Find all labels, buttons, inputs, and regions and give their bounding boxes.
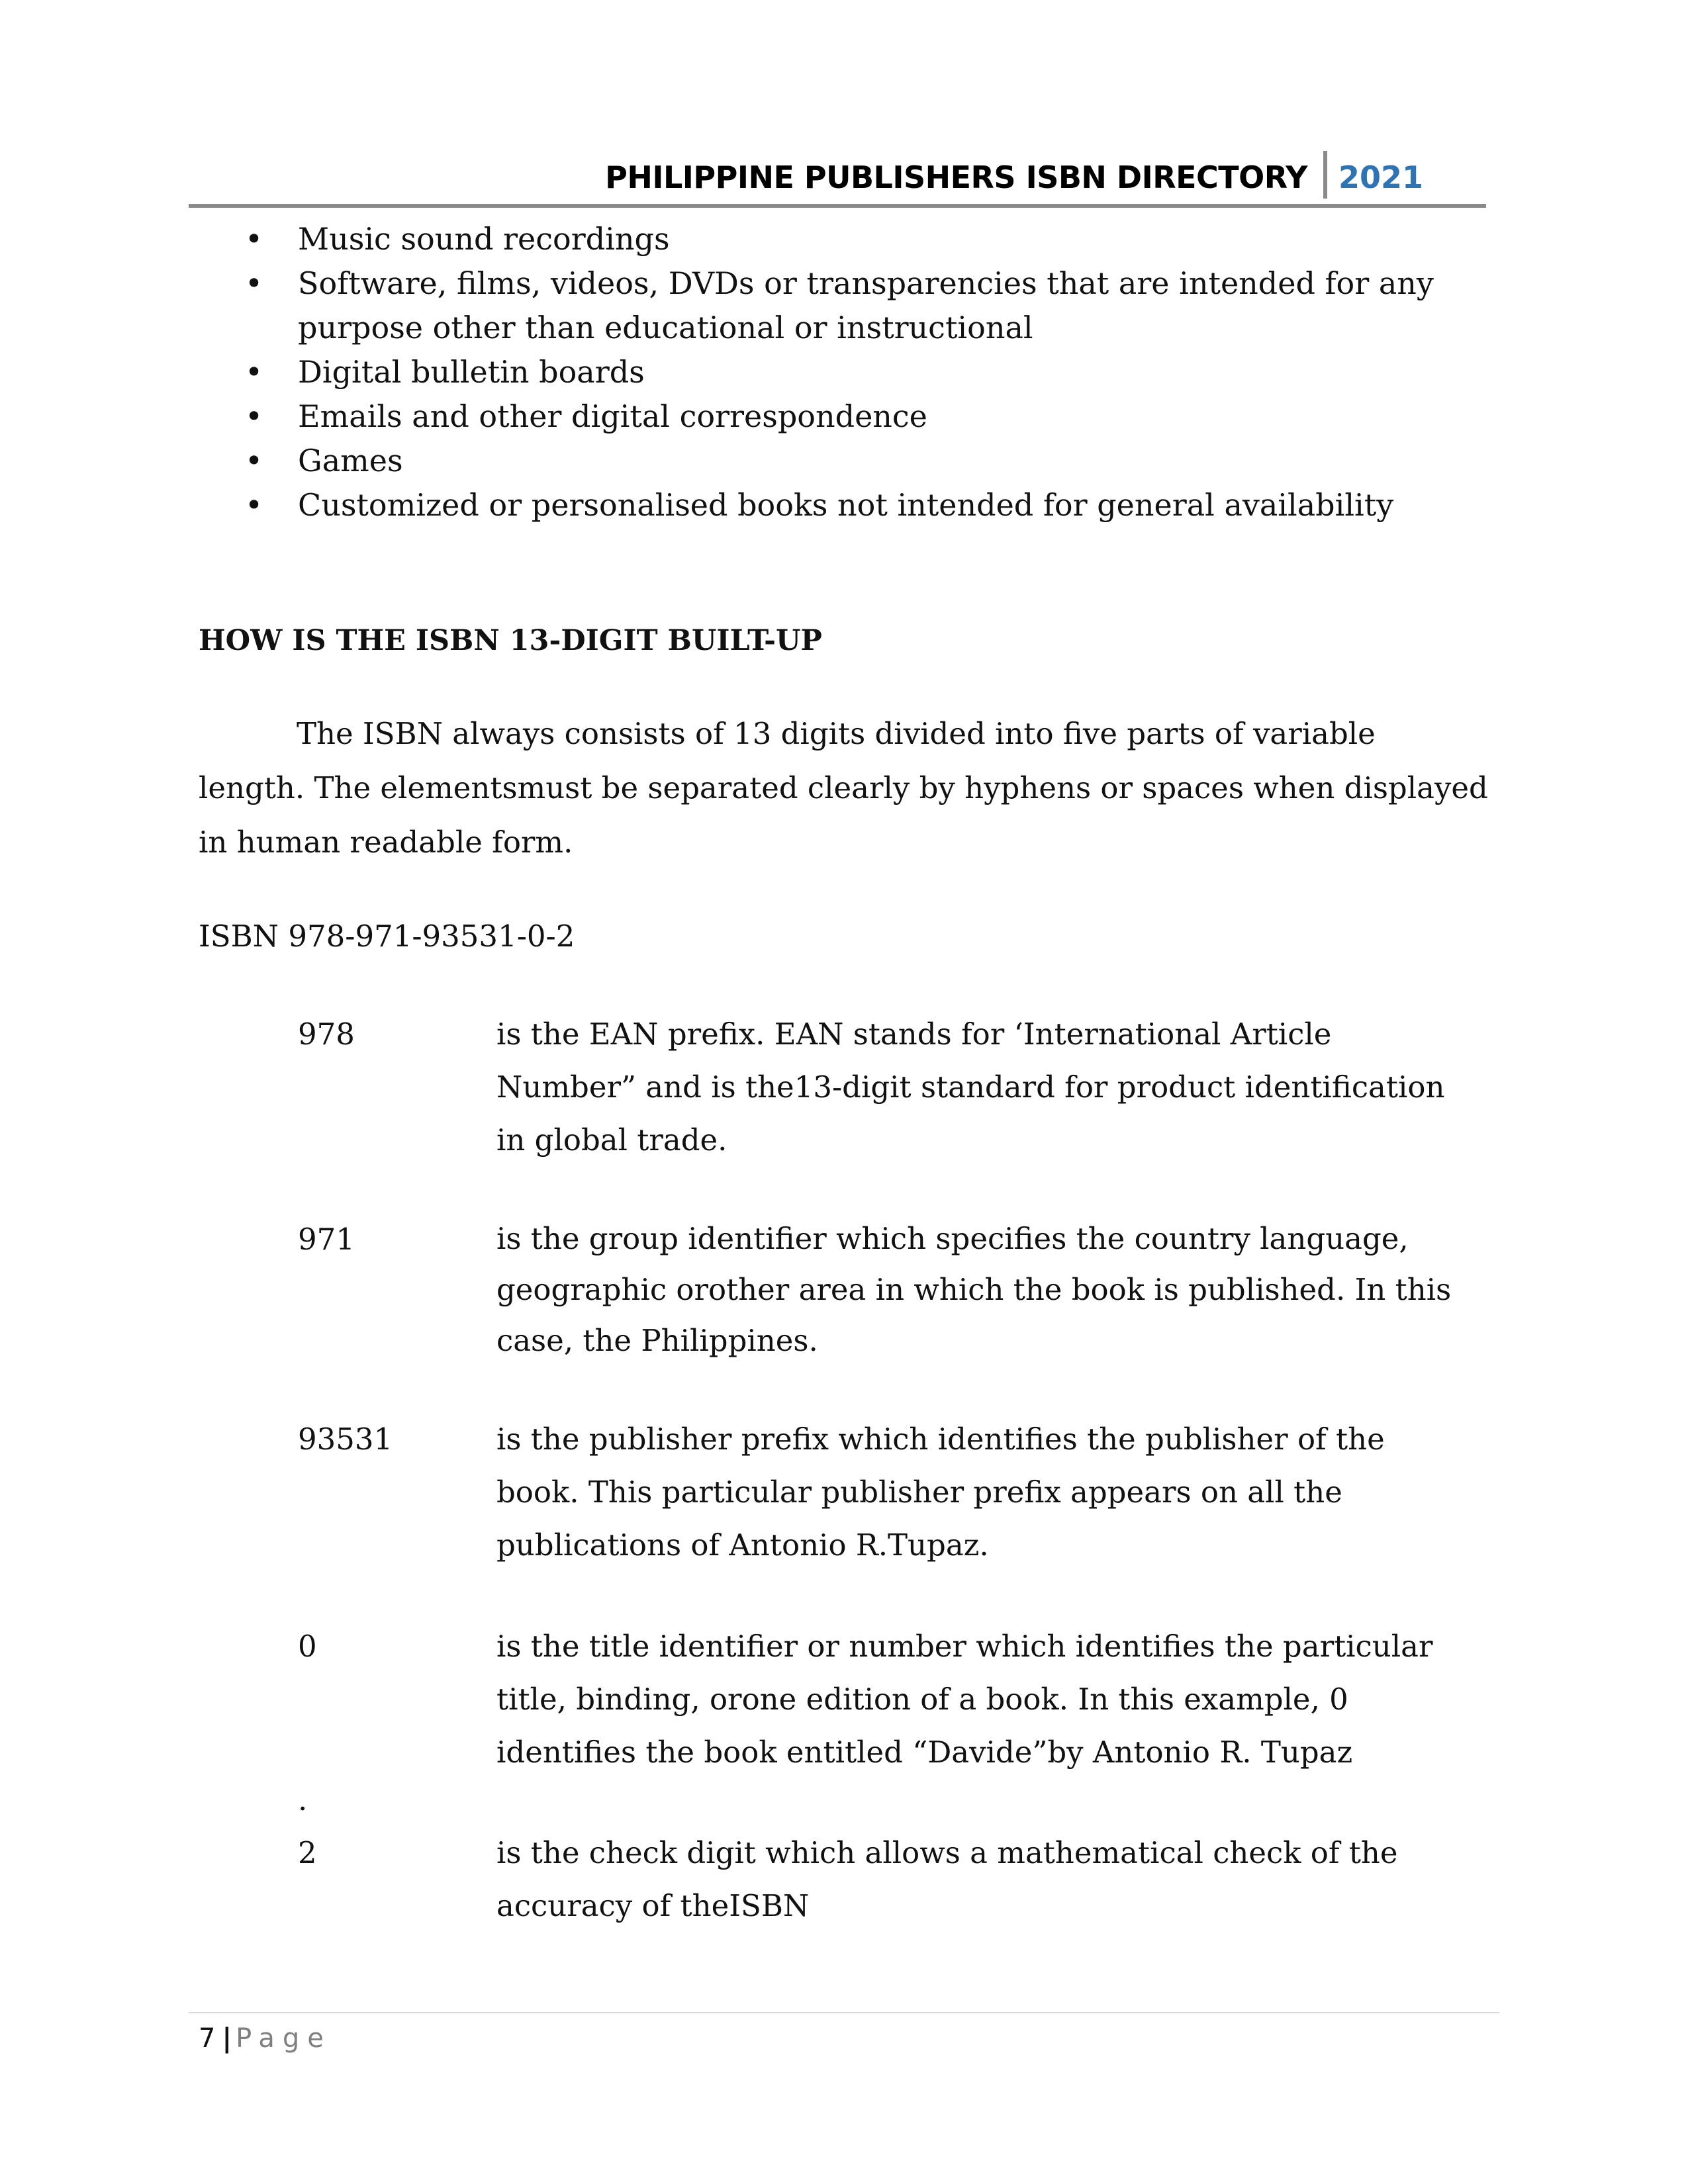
bullet-icon: •	[245, 354, 263, 390]
bullet-icon: •	[245, 443, 263, 478]
intro-paragraph: The ISBN always consists of 13 digits divided into five parts of variable length. The elementsmust be separated clearly by hyphens or spaces when displayed in human readable form.	[199, 716, 1488, 860]
page-footer	[199, 2019, 332, 2058]
part-code: 971	[298, 1222, 355, 1257]
footer-separator: |	[222, 2023, 232, 2054]
list-item	[245, 217, 1503, 261]
list-item-text: Digital bulletin boards	[298, 354, 645, 390]
part-code: 0	[298, 1629, 317, 1664]
page-label: Page	[236, 2023, 332, 2054]
part-code: 2	[298, 1835, 317, 1870]
list-item	[245, 350, 1503, 394]
list-item	[245, 394, 1503, 439]
part-code: 93531	[298, 1422, 393, 1457]
page-number: 7	[199, 2023, 216, 2054]
part-code: 978	[298, 1017, 355, 1052]
header-year: 2021	[1338, 159, 1423, 195]
stray-period: .	[298, 1782, 308, 1817]
list-item	[245, 261, 1503, 350]
bullet-icon: •	[245, 398, 263, 434]
header-divider	[1323, 151, 1327, 199]
list-item-text: Games	[298, 443, 403, 478]
list-item	[245, 483, 1503, 527]
bullet-icon: •	[245, 487, 263, 523]
list-item	[245, 439, 1503, 483]
section-heading: HOW IS THE ISBN 13-DIGIT BUILT-UP	[199, 624, 822, 657]
list-item-text: Music sound recordings	[298, 221, 670, 257]
isbn-example: ISBN 978-971-93531-0-2	[199, 919, 575, 954]
part-description: is the check digit which allows a mathematical check of the accuracy of theISBN	[496, 1835, 1398, 1923]
list-item-text: Software, films, videos, DVDs or transparencies that are intended for any purpose other than educational or instructional	[298, 265, 1434, 345]
part-description: is the publisher prefix which identifies the publisher of the book. This particular publisher prefix appears on all the publications of Antonio R.Tupaz.	[496, 1422, 1385, 1563]
part-description: is the EAN prefix. EAN stands for ‘International Article Number” and is the13-digit standard for product identification in global trade.	[496, 1017, 1445, 1158]
header-title: PHILIPPINE PUBLISHERS ISBN DIRECTORY	[605, 159, 1307, 195]
footer-divider	[189, 2012, 1499, 2013]
bullet-icon: •	[245, 221, 263, 257]
excluded-items-list	[245, 217, 1503, 527]
part-description: is the group identifier which specifies the country language, geographic orother area in which the book is published. In this case, the Philippines.	[496, 1221, 1452, 1358]
bullet-icon: •	[245, 265, 263, 301]
list-item-text: Emails and other digital correspondence	[298, 398, 927, 434]
page-header	[189, 156, 1486, 208]
list-item-text: Customized or personalised books not intended for general availability	[298, 487, 1394, 523]
part-description: is the title identifier or number which identifies the particular title, binding, orone edition of a book. In this example, 0 identifies the book entitled “Davide”by Antonio R. Tupaz	[496, 1629, 1433, 1770]
